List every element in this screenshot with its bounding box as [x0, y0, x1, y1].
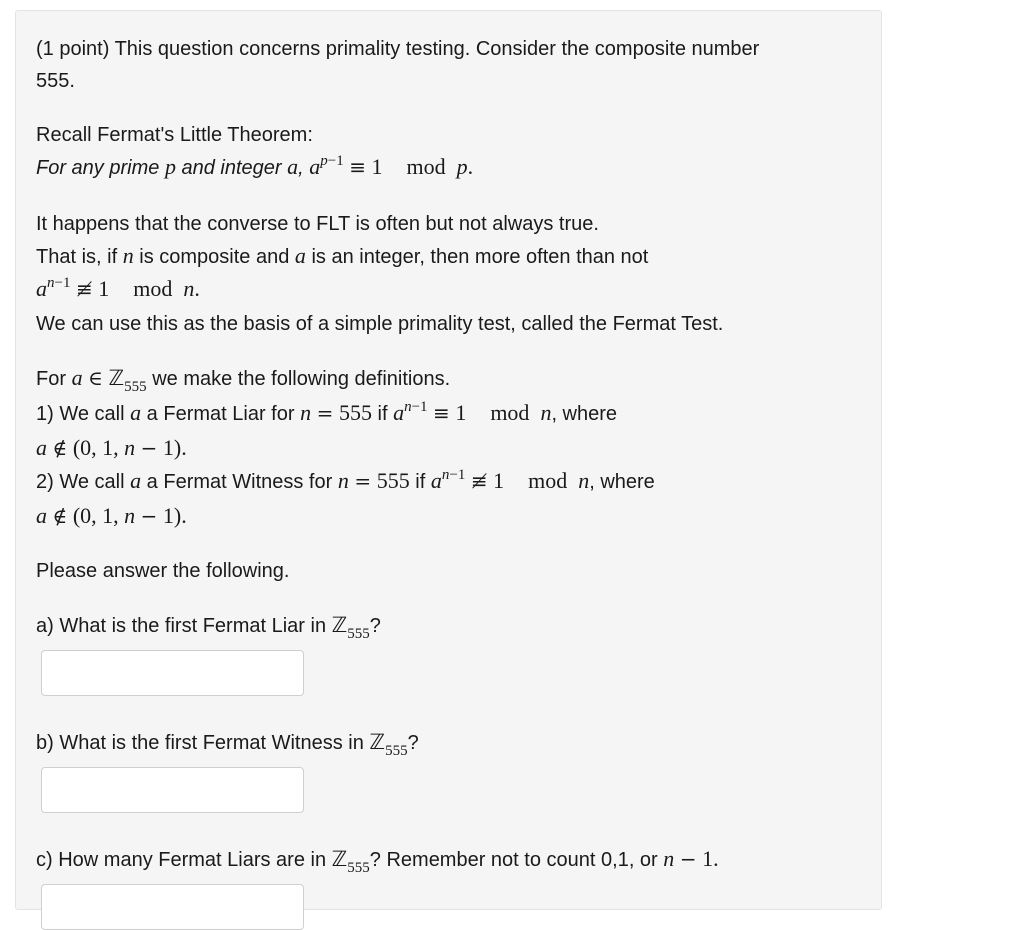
question-b-label: b) What is the first Fermat Witness in — [36, 732, 364, 754]
converse-line4: We can use this as the basis of a simple primality test, called the Fermat Test. — [36, 313, 724, 335]
flt-statement-prefix: For any prime — [36, 157, 160, 179]
flt-formula: $a^{p-1} \equiv 1$ mod p. — [309, 153, 474, 179]
flt-statement-mid: and integer — [181, 157, 282, 179]
converse-paragraph: It happens that the converse to FLT is often but not always true. That is, if n is composite and a is an integer, then more often than not $a^{n-1}$ ≢ 1 mod n. We can use this as the basis of a simple primality test, called the Fermat Test. — [36, 213, 724, 335]
answer-c-input[interactable] — [41, 884, 304, 930]
answer-b-input[interactable] — [41, 767, 304, 813]
converse-line1: It happens that the converse to FLT is often but not always true. — [36, 213, 599, 235]
definitions-paragraph: For a ∈ ℤ$_{555}$ we make the following definitions. 1) We call a a Fermat Liar for n = 555 if $a^{n-1} \equiv 1$ mod n, where a ∉ (0, 1, n − 1). 2) We call a a Fermat Witness for n = 555 if $a^{n-1}$ ≢ 1 mod n, where a ∉ (0, 1, n − 1). — [36, 365, 655, 528]
answer-a-input[interactable] — [41, 650, 304, 696]
question-c: c) How many Fermat Liars are in ℤ$_{555}$? Remember not to count 0,1, or n − 1. — [36, 843, 861, 930]
points-label: (1 point) — [36, 38, 110, 60]
question-a: a) What is the first Fermat Liar in ℤ$_{555}$? — [36, 609, 861, 696]
intro-paragraph — [36, 33, 861, 97]
please-answer: Please answer the following. — [36, 560, 290, 582]
intro-text: This question concerns primality testing. Consider the composite number — [114, 38, 760, 60]
flt-paragraph: Recall Fermat's Little Theorem: For any prime p and integer a, $a^{p-1} \equiv 1$ mod p. — [36, 124, 474, 179]
flt-recall: Recall Fermat's Little Theorem: — [36, 124, 313, 146]
intro-number: 555. — [36, 70, 75, 92]
problem-card — [15, 10, 882, 910]
question-a-label: a) What is the first Fermat Liar in — [36, 615, 327, 637]
question-c-label: c) How many Fermat Liars are in — [36, 849, 327, 871]
question-b: b) What is the first Fermat Witness in ℤ$_{555}$? — [36, 726, 861, 813]
converse-formula: $a^{n-1}$ ≢ 1 mod n. — [36, 275, 200, 301]
